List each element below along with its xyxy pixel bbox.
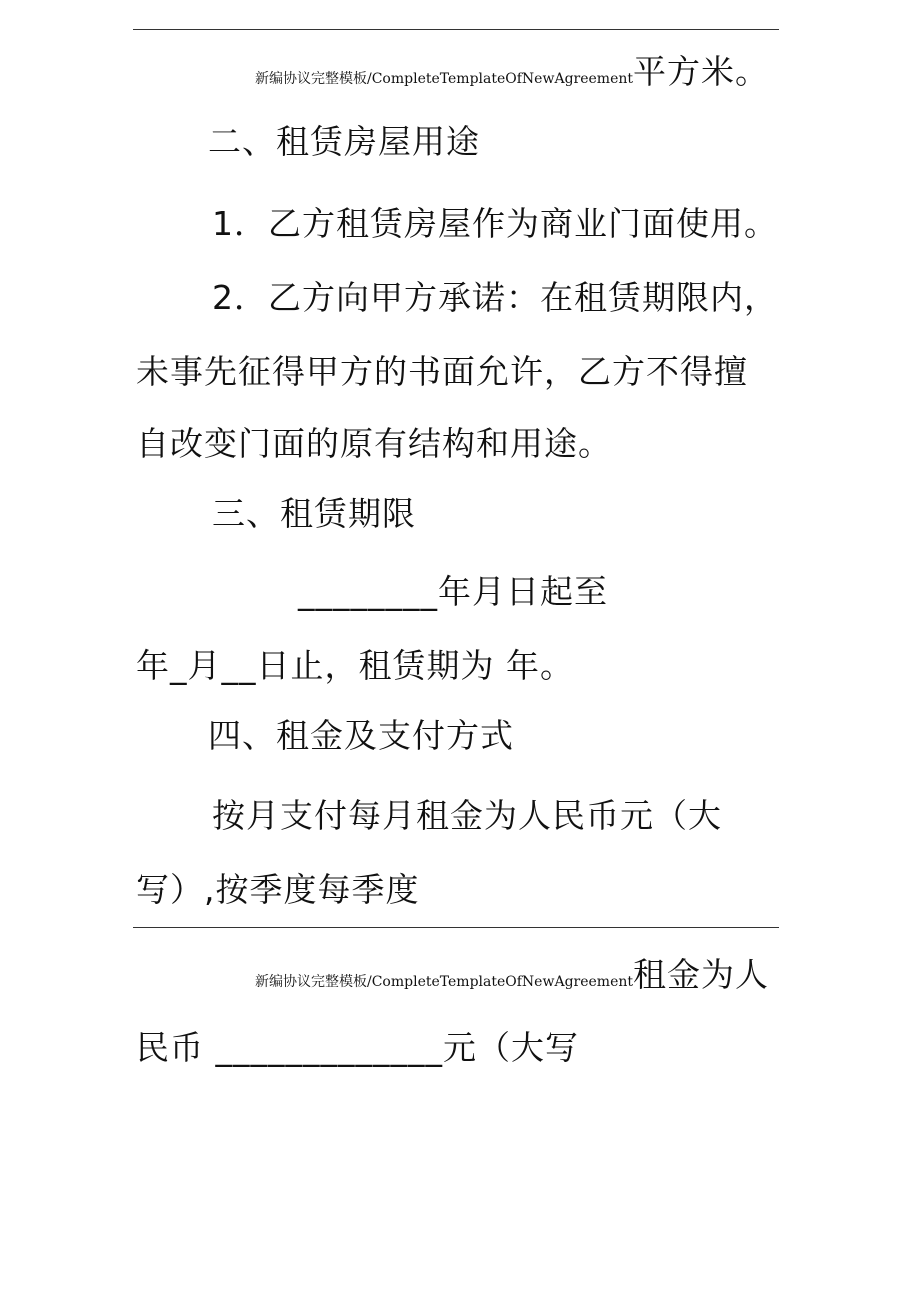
section-4-heading: 四、租金及支付方式 [208,716,514,755]
page2-header-label: 新编协议完整模板/CompleteTemplateOfNewAgreement [255,974,633,990]
clause-2-2-line-2: 未事先征得甲方的书面允许，乙方不得擅 [136,352,748,391]
page2-header-line [255,955,769,1002]
lease-term-line-2: 年_月__日止，租赁期为 年。 [136,646,574,685]
clause-2-2-line-1: 2．乙方向甲方承诺：在租赁期限内， [212,278,778,317]
clause-2-2-line-3: 自改变门面的原有结构和用途。 [136,424,612,463]
rent-payment-line-1: 按月支付每月租金为人民币元（大 [212,796,722,835]
page-divider [133,927,779,928]
clause-2-1: 1．乙方租赁房屋作为商业门面使用。 [212,204,778,243]
rent-payment-line-3: 民币 _____________元（大写 [136,1028,579,1067]
page1-header-tail: 平方米。 [633,52,769,91]
lease-term-line-1: ________年月日起至 [298,572,608,611]
section-2-heading: 二、租赁房屋用途 [208,122,480,161]
rent-payment-line-2: 写）,按季度每季度 [136,870,420,909]
section-3-heading: 三、租赁期限 [212,494,416,533]
page2-header-tail: 租金为人 [633,955,769,994]
page1-header-label: 新编协议完整模板/CompleteTemplateOfNewAgreement [255,71,633,87]
top-divider [133,29,779,30]
page1-header-line [255,52,769,99]
